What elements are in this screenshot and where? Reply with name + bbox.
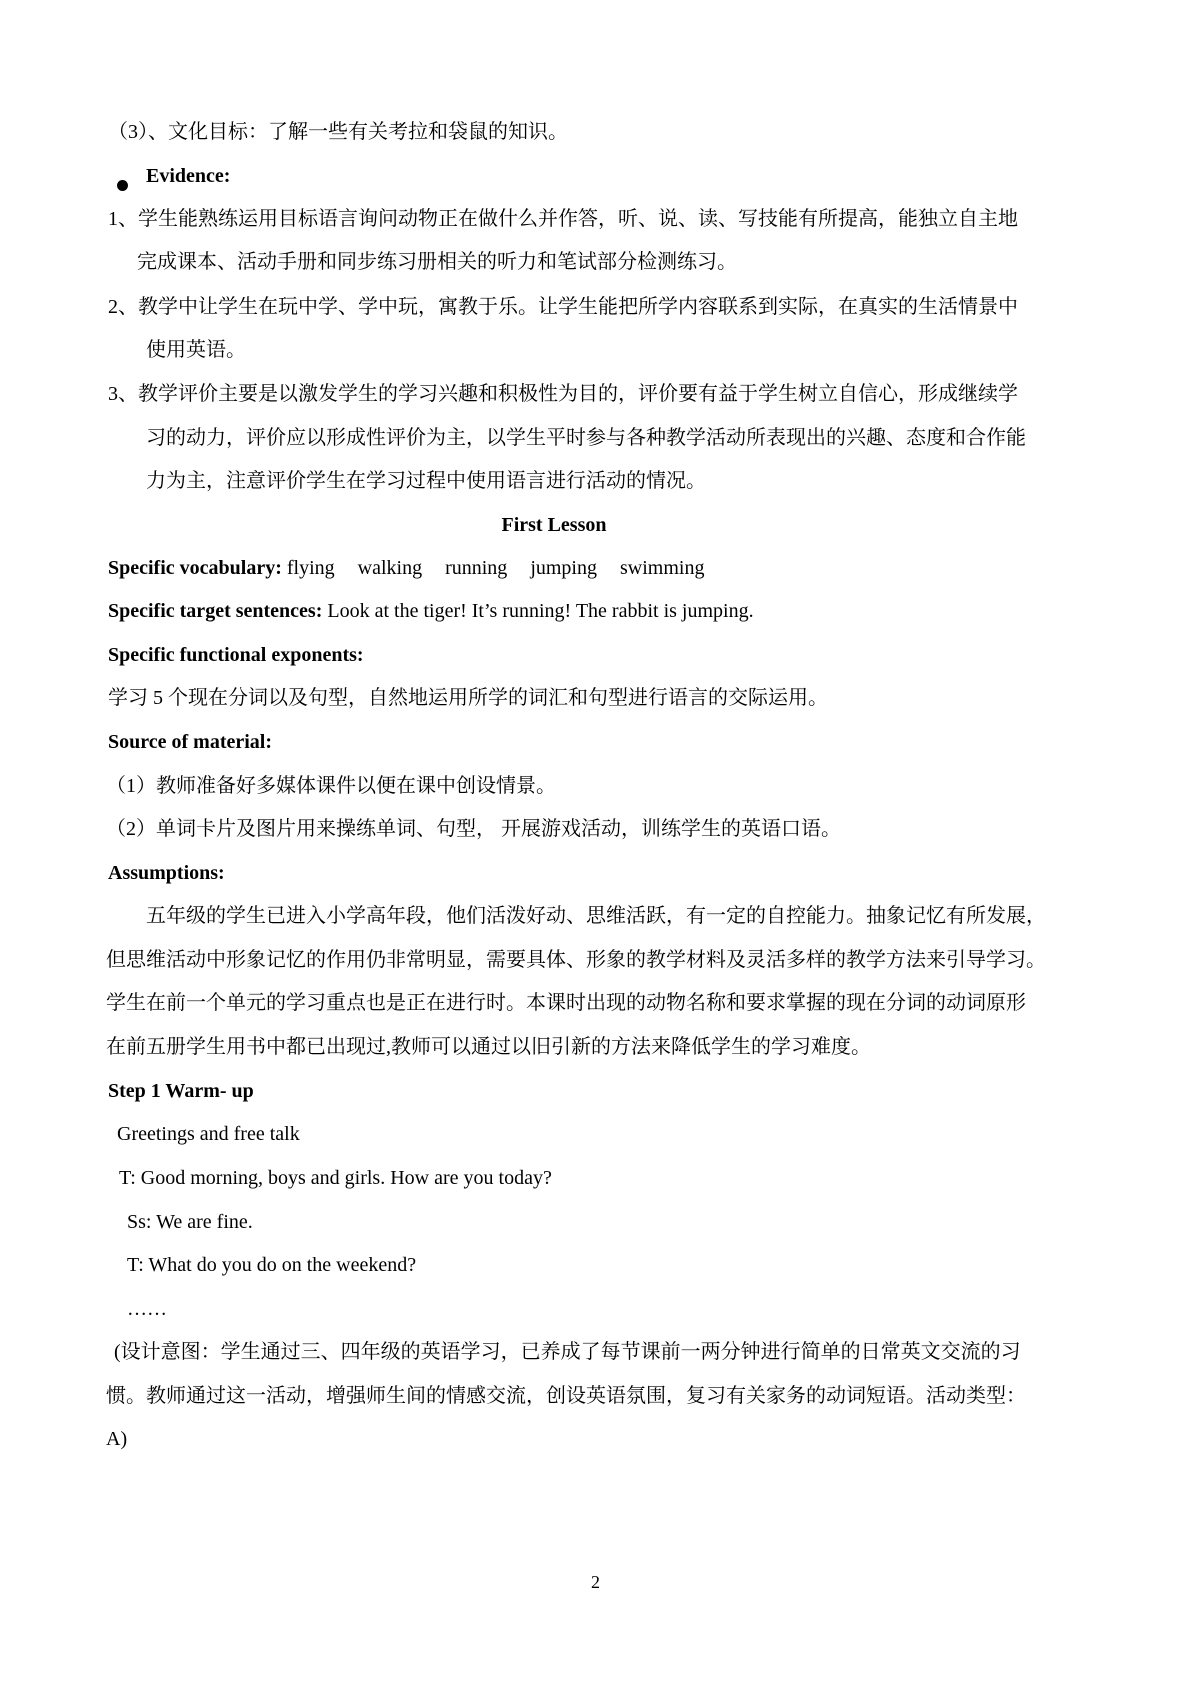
step1-line-1: Greetings and free talk: [117, 1123, 300, 1145]
step1-line-3: Ss: We are fine.: [127, 1211, 253, 1233]
design-note-line-2: 惯。教师通过这一活动，增强师生间的情感交流，创设英语氛围，复习有关家务的动词短语。活动类型：: [106, 1385, 1026, 1407]
step1-line-4: T: What do you do on the weekend?: [127, 1254, 417, 1276]
assumptions-line-3: 学生在前一个单元的学习重点也是正在进行时。本课时出现的动物名称和要求掌握的现在分词的动词原形: [106, 992, 1026, 1014]
assumptions-label: Assumptions:: [108, 862, 225, 884]
assumptions-line-4: 在前五册学生用书中都已出现过,教师可以通过以旧引新的方法来降低学生的学习难度。: [106, 1036, 871, 1058]
page-number: 2: [591, 1572, 600, 1592]
vocab-word: running: [445, 557, 508, 579]
cultural-goal: （3）、文化目标：了解一些有关考拉和袋鼠的知识。: [108, 121, 568, 143]
target-sentences-line: [108, 597, 754, 625]
evidence-item-3-line-1: 3、教学评价主要是以激发学生的学习兴趣和积极性为目的，评价要有益于学生树立自信心，形成继续学: [108, 383, 1018, 405]
step1-line-5: ……: [127, 1298, 167, 1320]
functional-exponents-label: Specific functional exponents:: [108, 644, 364, 666]
vocab-word: swimming: [619, 557, 705, 579]
evidence-item-2-line-2: 使用英语。: [146, 339, 246, 361]
evidence-item-2-line-1: 2、教学中让学生在玩中学、学中玩，寓教于乐。让学生能把所学内容联系到实际，在真实的生活情景中: [108, 296, 1018, 318]
target-sentences-label: Specific target sentences:: [108, 600, 323, 622]
step1-heading: Step 1 Warm- up: [108, 1080, 254, 1102]
design-note-line-3: A): [106, 1428, 128, 1450]
evidence-item-3-line-2: 习的动力，评价应以形成性评价为主，以学生平时参与各种教学活动所表现出的兴趣、态度和合作能: [146, 427, 1026, 449]
vocab-word: flying: [286, 557, 335, 579]
step1-line-2: T: Good morning, boys and girls. How are you today?: [119, 1167, 552, 1189]
vocab-word: walking: [357, 557, 423, 579]
source-item-2: （2）单词卡片及图片用来操练单词、句型， 开展游戏活动，训练学生的英语口语。: [106, 818, 841, 840]
target-sentences-text: Look at the tiger! It’s running! The rabbit is jumping.: [327, 600, 754, 622]
vocab-word: jumping: [530, 557, 597, 579]
source-of-material-label: Source of material:: [108, 731, 273, 753]
assumptions-line-1: 五年级的学生已进入小学高年段，他们活泼好动、思维活跃，有一定的自控能力。抽象记忆有所发展，: [146, 905, 1046, 927]
functional-exponents-text: 学习 5 个现在分词以及句型，自然地运用所学的词汇和句型进行语言的交际运用。: [108, 687, 828, 709]
bullet-icon: [117, 180, 128, 191]
assumptions-line-2: 但思维活动中形象记忆的作用仍非常明显，需要具体、形象的教学材料及灵活多样的教学方法来引导学习。: [106, 949, 1046, 971]
evidence-heading: Evidence:: [146, 165, 231, 187]
vocabulary-line: [108, 554, 704, 582]
evidence-item-1-line-2: 完成课本、活动手册和同步练习册相关的听力和笔试部分检测练习。: [137, 251, 737, 273]
lesson-title: First Lesson: [501, 514, 607, 536]
design-note-line-1: (设计意图：学生通过三、四年级的英语学习，已养成了每节课前一两分钟进行简单的日常英文交流的习: [114, 1341, 1021, 1363]
source-item-1: （1）教师准备好多媒体课件以便在课中创设情景。: [106, 775, 556, 797]
vocabulary-label: Specific vocabulary:: [108, 557, 282, 579]
evidence-item-3-line-3: 力为主，注意评价学生在学习过程中使用语言进行活动的情况。: [146, 470, 706, 492]
evidence-item-1-line-1: 1、学生能熟练运用目标语言询问动物正在做什么并作答，听、说、读、写技能有所提高，能独立自主地: [108, 208, 1018, 230]
